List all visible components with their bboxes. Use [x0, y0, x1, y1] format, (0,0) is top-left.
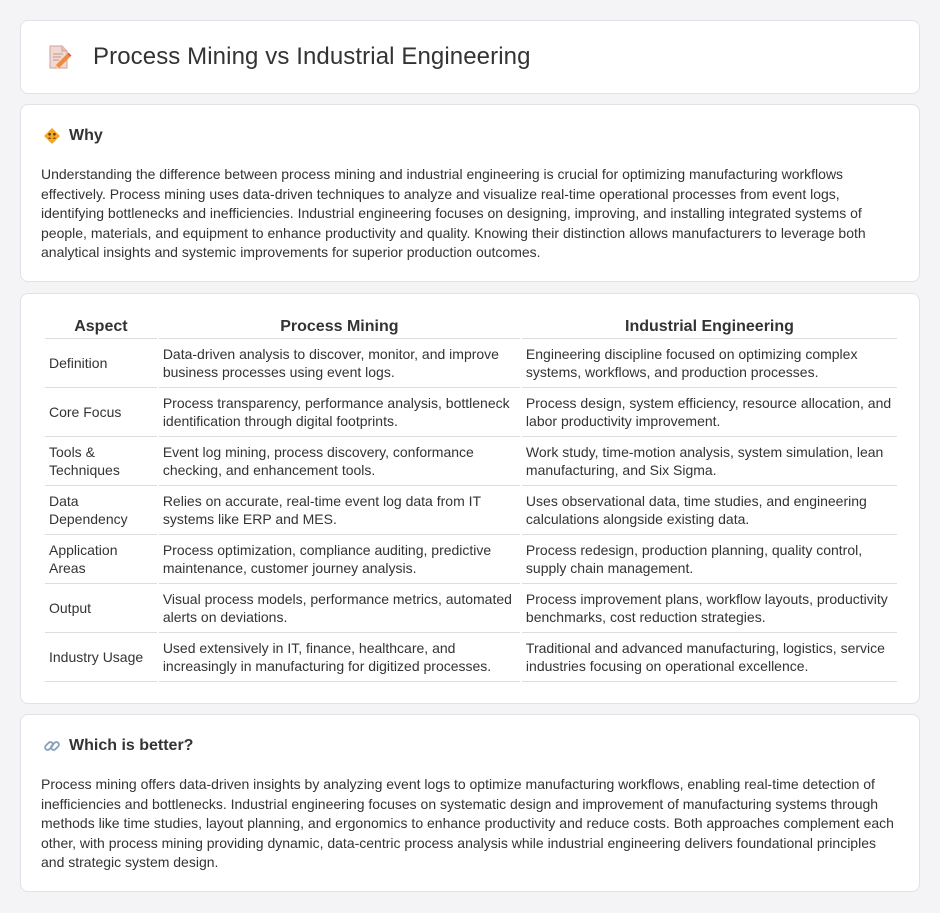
industrial-engineering-cell: Work study, time-motion analysis, system simulation, lean manufacturing, and Six Sigma.: [522, 437, 897, 486]
comparison-table: [43, 316, 899, 682]
table-row: [45, 584, 897, 633]
header-card: [20, 20, 920, 94]
aspect-cell: Industry Usage: [45, 633, 157, 682]
table-row: [45, 437, 897, 486]
why-title: Why: [69, 127, 103, 144]
title-row: [45, 43, 531, 71]
aspect-cell: Output: [45, 584, 157, 633]
industrial-engineering-cell: Process design, system efficiency, resource allocation, and labor productivity improvement.: [522, 388, 897, 437]
better-body: Process mining offers data-driven insights by analyzing event logs to optimize manufacturing workflows, enabling real-time detection of inefficiencies and bottlenecks. Industrial engineering focuses on systematic design and improvement of manufacturing systems through methods like time studies, layout planning, and ergonomics to enhance productivity and reduce costs. Both approaches complement each other, with process mining providing dynamic, data-centric process analysis while industrial engineering delivers foundational principles and strategic system design.: [41, 776, 894, 871]
industrial-engineering-cell: Uses observational data, time studies, and engineering calculations alongside existing data.: [522, 486, 897, 535]
industrial-engineering-cell: Process improvement plans, workflow layouts, productivity benchmarks, cost reduction strategies.: [522, 584, 897, 633]
table-row: [45, 486, 897, 535]
aspect-cell: Core Focus: [45, 388, 157, 437]
industrial-engineering-cell: Traditional and advanced manufacturing, logistics, service industries focusing on operational excellence.: [522, 633, 897, 682]
process-mining-cell: Event log mining, process discovery, conformance checking, and enhancement tools.: [159, 437, 520, 486]
aspect-cell: Data Dependency: [45, 486, 157, 535]
industrial-engineering-cell: Process redesign, production planning, quality control, supply chain management.: [522, 535, 897, 584]
process-mining-cell: Visual process models, performance metrics, automated alerts on deviations.: [159, 584, 520, 633]
industrial-engineering-cell: Engineering discipline focused on optimizing complex systems, workflows, and production processes.: [522, 339, 897, 388]
process-mining-cell: Used extensively in IT, finance, healthcare, and increasingly in manufacturing for digitized processes.: [159, 633, 520, 682]
page-title: Process Mining vs Industrial Engineering: [93, 43, 531, 70]
aspect-cell: Definition: [45, 339, 157, 388]
header-aspect: Aspect: [45, 316, 157, 339]
why-section: [20, 104, 920, 282]
link-icon: [43, 737, 61, 755]
better-title: Which is better?: [69, 737, 194, 754]
process-mining-cell: Data-driven analysis to discover, monitor, and improve business processes using event logs.: [159, 339, 520, 388]
better-heading: [43, 737, 193, 755]
which-better-section: [20, 714, 920, 892]
diamond-people-icon: [43, 127, 61, 145]
why-body: Understanding the difference between process mining and industrial engineering is crucial for optimizing manufacturing workflows effectively. Process mining uses data-driven techniques to analyze and visualize real-time operational processes from event logs, identifying bottlenecks and inefficiencies. Industrial engineering focuses on designing, improving, and installing integrated systems of people, materials, and equipment to enhance productivity and quality. Knowing their distinction allows manufacturers to leverage both analytical insights and systemic improvements for superior production outcomes.: [41, 166, 866, 261]
process-mining-cell: Process transparency, performance analysis, bottleneck identification through digital footprints.: [159, 388, 520, 437]
table-row: [45, 339, 897, 388]
process-mining-cell: Process optimization, compliance auditing, predictive maintenance, customer journey analysis.: [159, 535, 520, 584]
process-mining-cell: Relies on accurate, real-time event log data from IT systems like ERP and MES.: [159, 486, 520, 535]
table-row: [45, 633, 897, 682]
aspect-cell: Tools & Techniques: [45, 437, 157, 486]
table-row: [45, 388, 897, 437]
comparison-card: [20, 293, 920, 704]
table-header-row: [45, 316, 897, 339]
table-row: [45, 535, 897, 584]
why-heading: [43, 127, 103, 145]
header-industrial-engineering: Industrial Engineering: [522, 316, 897, 339]
aspect-cell: Application Areas: [45, 535, 157, 584]
document-pencil-icon: [45, 43, 73, 71]
header-process-mining: Process Mining: [159, 316, 520, 339]
